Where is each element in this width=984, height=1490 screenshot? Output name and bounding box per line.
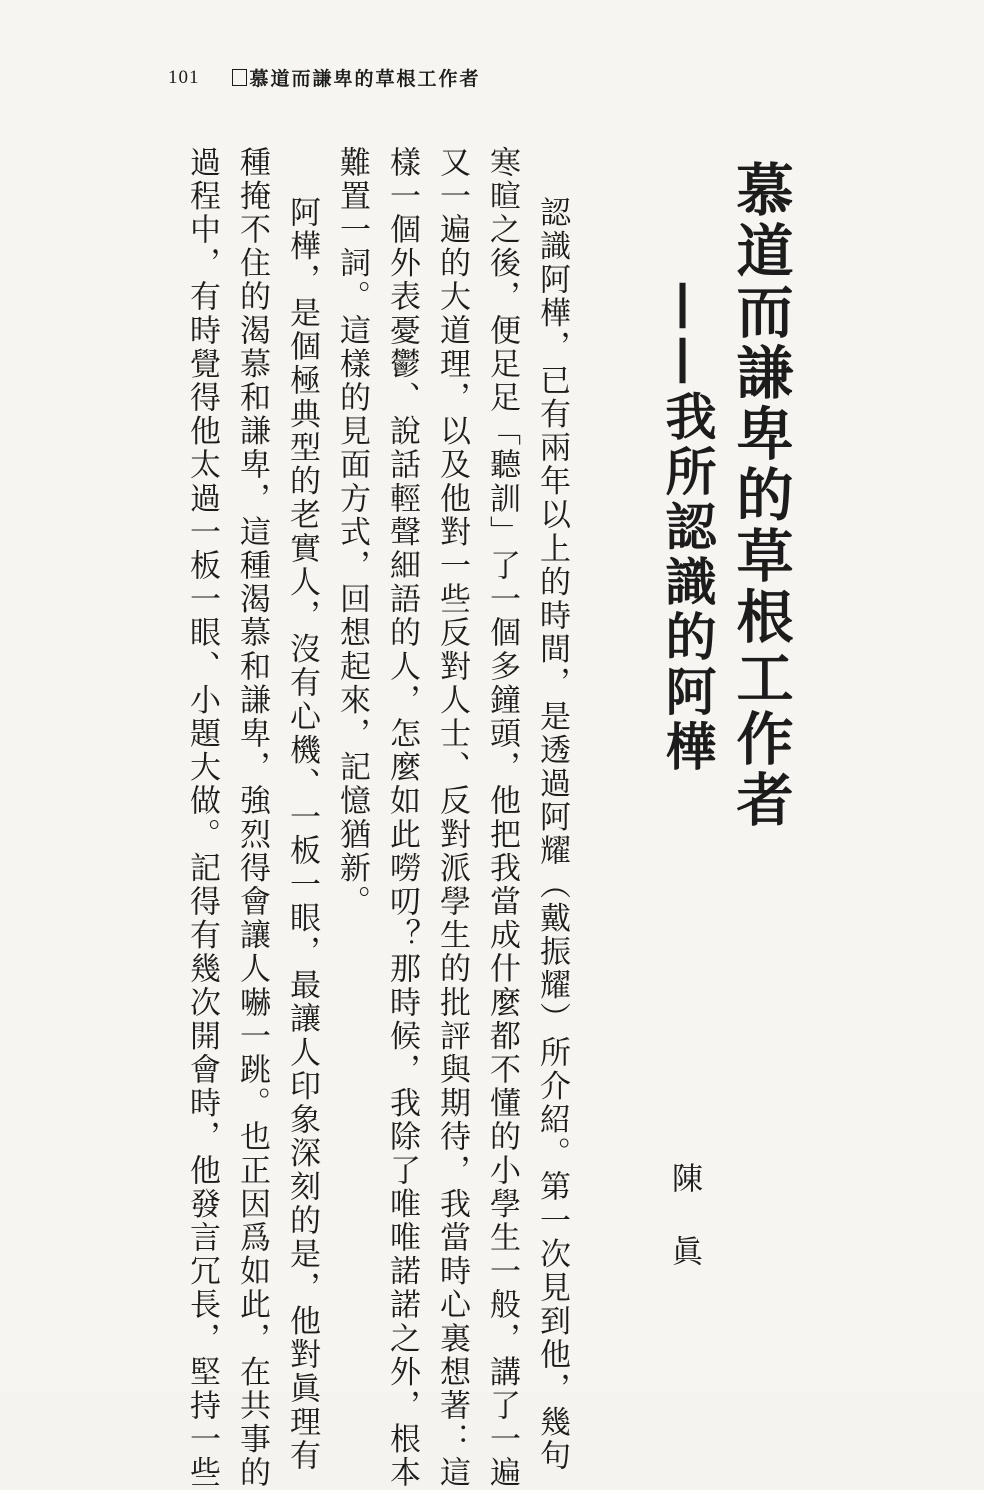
body-line: 樣一個外表憂鬱、說話輕聲細語的人，怎麼如此嘮叨？那時候，我除了唯唯諾諾之外，根本 [384, 146, 420, 1490]
body-line: 種掩不住的渴慕和謙卑，這種渴慕和謙卑，強烈得會讓人嚇一跳。也正因爲如此，在共事的 [234, 146, 270, 1490]
square-marker-icon [232, 69, 247, 86]
body-line: 寒暄之後，便足足「聽訓」了一個多鐘頭，他把我當成什麼都不懂的小學生一般，講了一遍 [484, 146, 520, 1490]
article-title: 慕道而謙卑的草根工作者 [727, 160, 794, 831]
body-line: 阿樺，是個極典型的老實人，沒有心機、一板一眼，最讓人印象深刻的是，他對眞理有 [284, 196, 320, 1473]
body-line: 過程中，有時覺得他太過一板一眼、小題大做。記得有幾次開會時，他發言冗長，堅持一些 [184, 146, 220, 1490]
page-number: 101 [168, 66, 200, 88]
page-header [168, 64, 481, 91]
body-line: 難置一詞。這樣的見面方式，回想起來，記憶猶新。 [334, 146, 370, 919]
running-title: 慕道而謙卑的草根工作者 [249, 68, 481, 90]
article-subtitle: ——我所認識的阿樺 [656, 280, 716, 775]
body-line: 認識阿樺，已有兩年以上的時間，是透過阿耀（戴振耀）所介紹。第一次見到他，幾句 [534, 196, 570, 1473]
author-name: 陳眞 [666, 1162, 702, 1308]
body-line: 又一遍的大道理，以及他對一些反對人士、反對派學生的批評與期待，我當時心裏想著：這 [434, 146, 470, 1490]
